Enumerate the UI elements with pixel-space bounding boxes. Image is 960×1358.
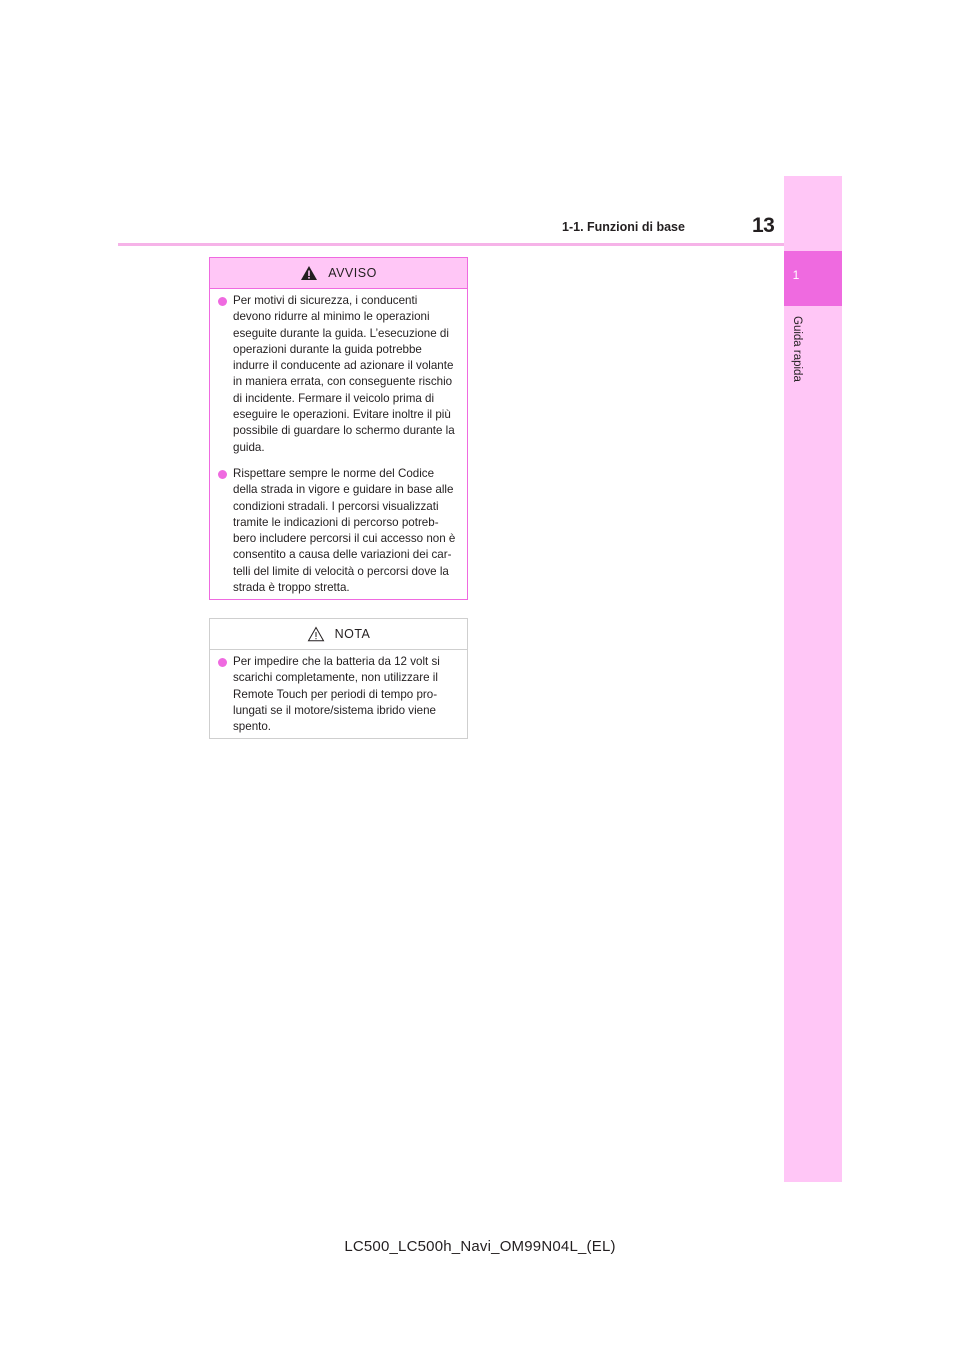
bullet-icon bbox=[218, 658, 227, 667]
warning-title: AVVISO bbox=[328, 266, 377, 280]
page-number: 13 bbox=[752, 214, 775, 237]
warning-item-text: Per motivi di sicurezza, i conducenti devono ridurre al minimo le operazioni eseguite durante la guida. L’esecuzione di operazioni durante la guida potrebbe indurre il conducente ad azionare il volante in maniera errata, con conseguente rischio di incidente. Fermare il veicolo prima di eseguire le operazioni. Evitare inoltre il più possibile di guardare lo schermo durante la guida. bbox=[233, 294, 455, 454]
header-divider bbox=[118, 243, 785, 246]
bullet-icon bbox=[218, 297, 227, 306]
notice-outline-triangle-icon bbox=[307, 626, 325, 642]
warning-box bbox=[209, 257, 468, 600]
document-code: LC500_LC500h_Navi_OM99N04L_(EL) bbox=[344, 1238, 616, 1255]
warning-item bbox=[218, 466, 457, 596]
chapter-number: 1 bbox=[792, 268, 800, 282]
note-box bbox=[209, 618, 468, 739]
warning-item bbox=[218, 293, 457, 456]
warning-filled-triangle-icon bbox=[300, 265, 318, 281]
section-title: 1-1. Funzioni di base bbox=[562, 220, 685, 234]
note-header bbox=[210, 619, 467, 650]
note-item-text: Per impedire che la batteria da 12 volt si scarichi completamente, non utilizzare il Remote Touch per periodi di tempo pro- lungati se il motore/sistema ibrido viene spento. bbox=[233, 655, 440, 734]
warning-item-text: Rispettare sempre le norme del Codice della strada in vigore e guidare in base alle condizioni stradali. I percorsi visualizzati tramite le indicazioni di percorso potreb- bero includere percorsi il cui accesso non è consentito a causa delle variazioni dei car- telli del limite di velocità o percorsi dove la strada è troppo stretta. bbox=[233, 466, 456, 595]
bullet-icon bbox=[218, 470, 227, 479]
warning-header bbox=[210, 258, 467, 289]
chapter-label: Guida rapida bbox=[791, 316, 803, 382]
note-title: NOTA bbox=[334, 627, 371, 641]
note-item bbox=[218, 654, 457, 735]
